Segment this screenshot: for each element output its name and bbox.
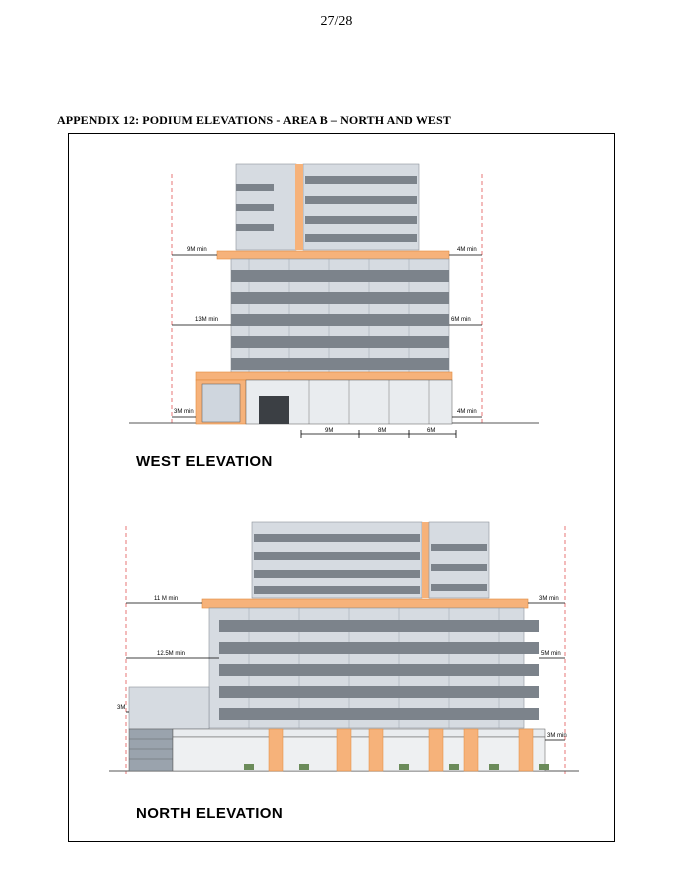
west-dim-bay-3: 6M <box>427 428 436 434</box>
page-number: 27/28 <box>320 14 353 29</box>
north-dim-mid-left: 12.5M min <box>157 651 186 657</box>
north-dim-top-left: 11 M min <box>154 596 179 602</box>
west-dim-top-right: 4M min <box>457 247 477 253</box>
north-dim-side-left: 3M <box>117 705 126 711</box>
north-elevation-label: NORTH ELEVATION <box>136 805 284 822</box>
west-dim-mid-left: 13M min <box>195 317 219 323</box>
north-dim-bottom-right: 3M min <box>547 733 567 739</box>
north-dim-mid-right: 5M min <box>541 651 561 657</box>
elevations-frame <box>68 133 615 842</box>
north-dim-top-right: 3M min <box>539 596 559 602</box>
appendix-heading: APPENDIX 12: PODIUM ELEVATIONS - AREA B – NORTH AND WEST <box>57 113 451 127</box>
west-dim-mid-right: 6M min <box>451 317 471 323</box>
north-dimension-labels <box>69 134 616 843</box>
west-elevation-label: WEST ELEVATION <box>136 453 273 470</box>
west-dim-top-left: 9M min <box>187 247 207 253</box>
west-dim-bay-1: 9M <box>325 428 334 434</box>
west-dim-bay-2: 8M <box>378 428 387 434</box>
west-dim-bottom-left: 3M min <box>174 409 194 415</box>
west-dim-bottom-right: 4M min <box>457 409 477 415</box>
